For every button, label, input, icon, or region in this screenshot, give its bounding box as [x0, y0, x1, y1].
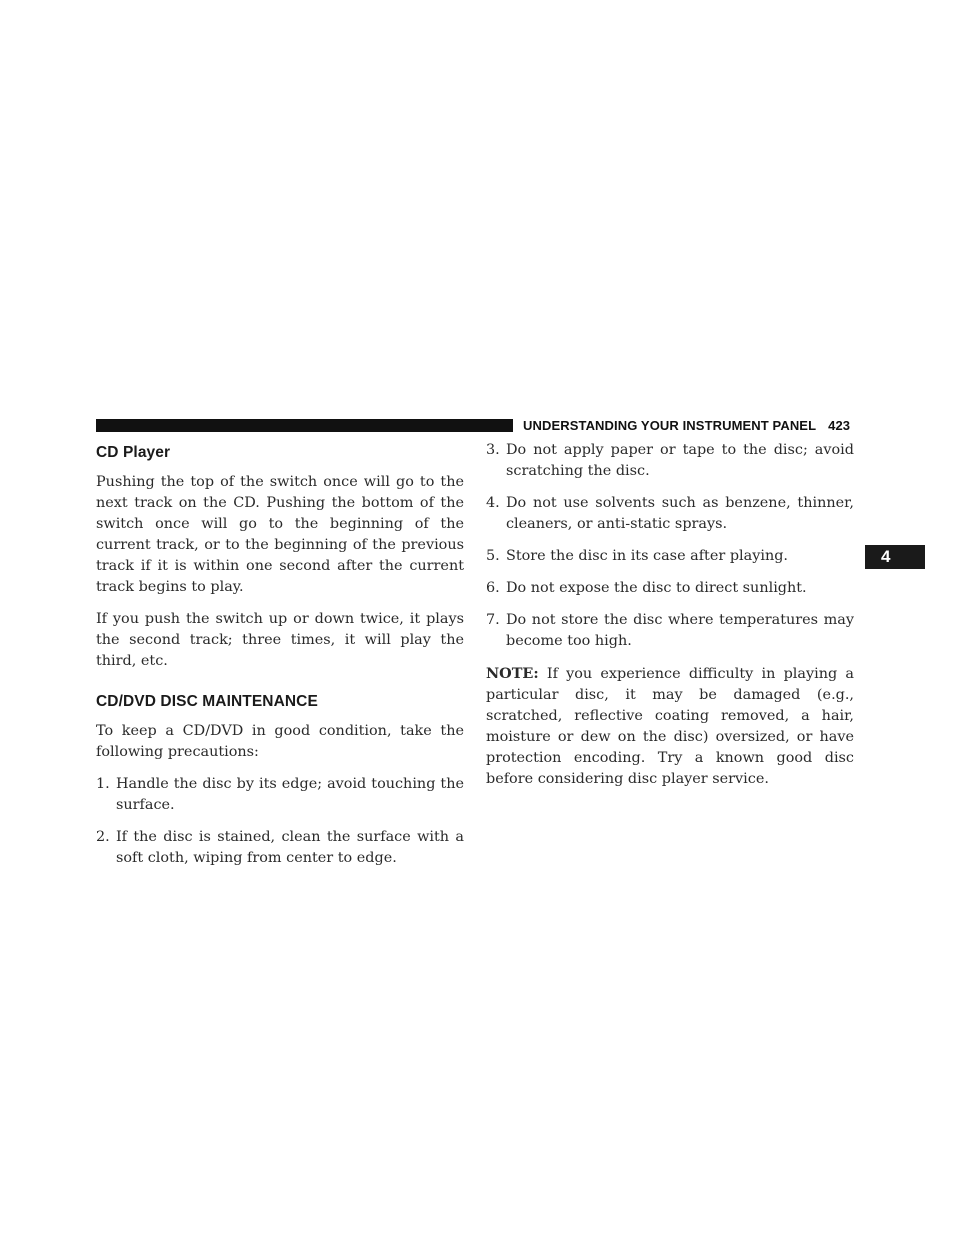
step-number: 1.	[96, 776, 110, 792]
left-column	[96, 438, 464, 869]
list-item	[96, 774, 464, 816]
running-head-title: UNDERSTANDING YOUR INSTRUMENT PANEL	[523, 418, 817, 433]
list-item	[486, 610, 854, 652]
step-text: Do not use solvents such as benzene, thinner, cleaners, or anti-static sprays.	[506, 495, 854, 532]
step-text: Handle the disc by its edge; avoid touching the surface.	[116, 776, 464, 813]
paragraph-maintenance-intro: To keep a CD/DVD in good condition, take the following precautions:	[96, 723, 464, 760]
list-item	[96, 827, 464, 869]
step-number: 5.	[486, 548, 500, 564]
step-number: 2.	[96, 829, 110, 845]
step-text: Do not apply paper or tape to the disc; avoid scratching the disc.	[506, 442, 854, 479]
step-text: Do not expose the disc to direct sunlight.	[506, 580, 807, 596]
list-item	[486, 493, 854, 535]
step-text: Store the disc in its case after playing.	[506, 548, 788, 564]
paragraph-cd-switch: Pushing the top of the switch once will go to the next track on the CD. Pushing the bottom of the switch once will go to the beginning of the current track, or to the beginning of the previous track if it is within one second after the current track begins to play.	[96, 474, 464, 595]
step-number: 7.	[486, 612, 500, 628]
note-paragraph	[486, 663, 854, 790]
maintenance-steps-right	[486, 440, 854, 652]
step-number: 6.	[486, 580, 500, 596]
maintenance-steps-left	[96, 774, 464, 869]
note-label: NOTE:	[486, 665, 539, 682]
list-item	[486, 546, 854, 567]
right-column	[486, 440, 854, 790]
list-item	[486, 578, 854, 599]
note-text: If you experience difficulty in playing a particular disc, it may be damaged (e.g., scratched, reflective coating removed, a hair, moisture or dew on the disc) oversized, or have protection encoding. Try a known good disc before considering disc player service.	[486, 666, 854, 787]
step-text: If the disc is stained, clean the surface with a soft cloth, wiping from center to edge.	[116, 829, 464, 866]
header-rule	[96, 419, 513, 432]
running-head	[523, 418, 865, 433]
chapter-tab: 4	[865, 545, 925, 569]
page-number: 423	[828, 418, 851, 433]
heading-cd-player: CD Player	[96, 444, 171, 461]
paragraph-cd-twice: If you push the switch up or down twice, it plays the second track; three times, it will play the third, etc.	[96, 611, 464, 669]
step-text: Do not store the disc where temperatures may become too high.	[506, 612, 854, 649]
step-number: 4.	[486, 495, 500, 511]
step-number: 3.	[486, 442, 500, 458]
list-item	[486, 440, 854, 482]
heading-disc-maintenance: CD/DVD DISC MAINTENANCE	[96, 693, 318, 710]
